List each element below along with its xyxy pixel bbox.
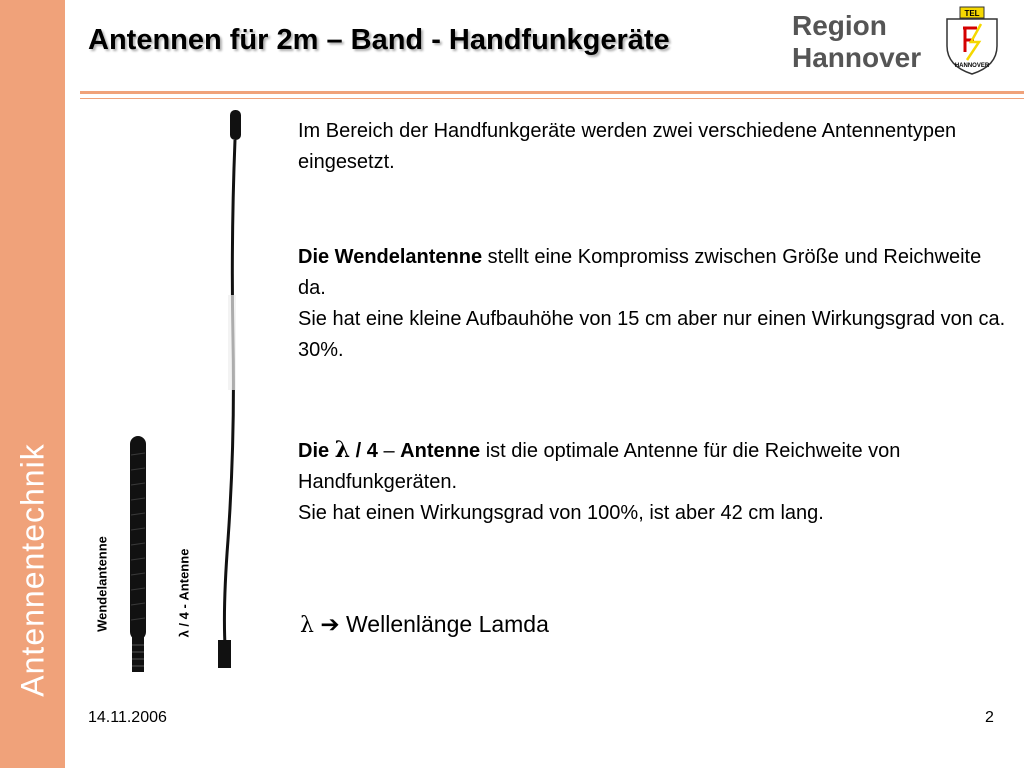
quarter-paragraph <box>298 435 1008 529</box>
quarter-wave-base <box>218 640 231 668</box>
quarter-heading-dash: – <box>377 440 401 462</box>
region-line-2: Hannover <box>792 42 922 73</box>
footer-date: 14.11.2006 <box>88 709 167 726</box>
content-text <box>298 116 1008 529</box>
helix-description: stellt eine Kompromiss zwischen Größe und Reichweite da. <box>298 246 982 299</box>
lambda-symbol: λ <box>300 613 314 638</box>
helix-antenna-label: Wendelantenne <box>94 536 110 632</box>
helix-paragraph <box>298 242 1008 366</box>
quarter-wave-reflection <box>228 295 236 390</box>
emblem-icon <box>943 6 1001 76</box>
logo-top-text: TEL <box>964 9 980 18</box>
logo-bottom-text: HANNOVER <box>954 63 990 69</box>
region-name <box>792 10 921 74</box>
header-divider-thin <box>80 98 1024 99</box>
page-number: 2 <box>985 709 994 726</box>
quarter-heading-lambda: λ <box>334 437 351 463</box>
lambda-meaning: Wellenlänge Lamda <box>346 611 549 637</box>
antenna-figure <box>70 100 290 690</box>
quarter-wave-antenna-label: λ / 4 - Antenne <box>176 548 192 638</box>
page-title: Antennen für 2m – Band - Handfunkgeräte <box>88 24 670 56</box>
header-divider <box>80 91 1024 94</box>
intro-paragraph: Im Bereich der Handfunkgeräte werden zwei verschiedene Antennentypen eingesetzt. <box>298 120 957 173</box>
sidebar-label: Antennentechnik <box>14 443 51 697</box>
lambda-definition <box>300 611 549 638</box>
quarter-wave-tip <box>230 110 241 140</box>
region-line-1: Region <box>792 10 887 41</box>
quarter-heading-die: Die <box>298 440 335 462</box>
quarter-details: Sie hat einen Wirkungsgrad von 100%, ist aber 42 cm lang. <box>298 502 824 524</box>
helix-details: Sie hat eine kleine Aufbauhöhe von 15 cm aber nur einen Wirkungsgrad von ca. 30%. <box>298 308 1006 361</box>
helix-base <box>132 636 144 672</box>
arrow-right-icon: ➔ <box>320 611 340 637</box>
helix-body <box>130 436 146 640</box>
quarter-wave-whip <box>224 140 235 645</box>
helix-heading: Die Wendelantenne <box>298 246 483 268</box>
quarter-heading-antenne: Antenne <box>400 440 481 462</box>
sidebar-band <box>0 0 65 768</box>
quarter-description: ist die optimale Antenne für die Reichweite von Handfunkgeräten. <box>298 440 901 493</box>
quarter-heading-fraction: / 4 <box>350 440 378 462</box>
